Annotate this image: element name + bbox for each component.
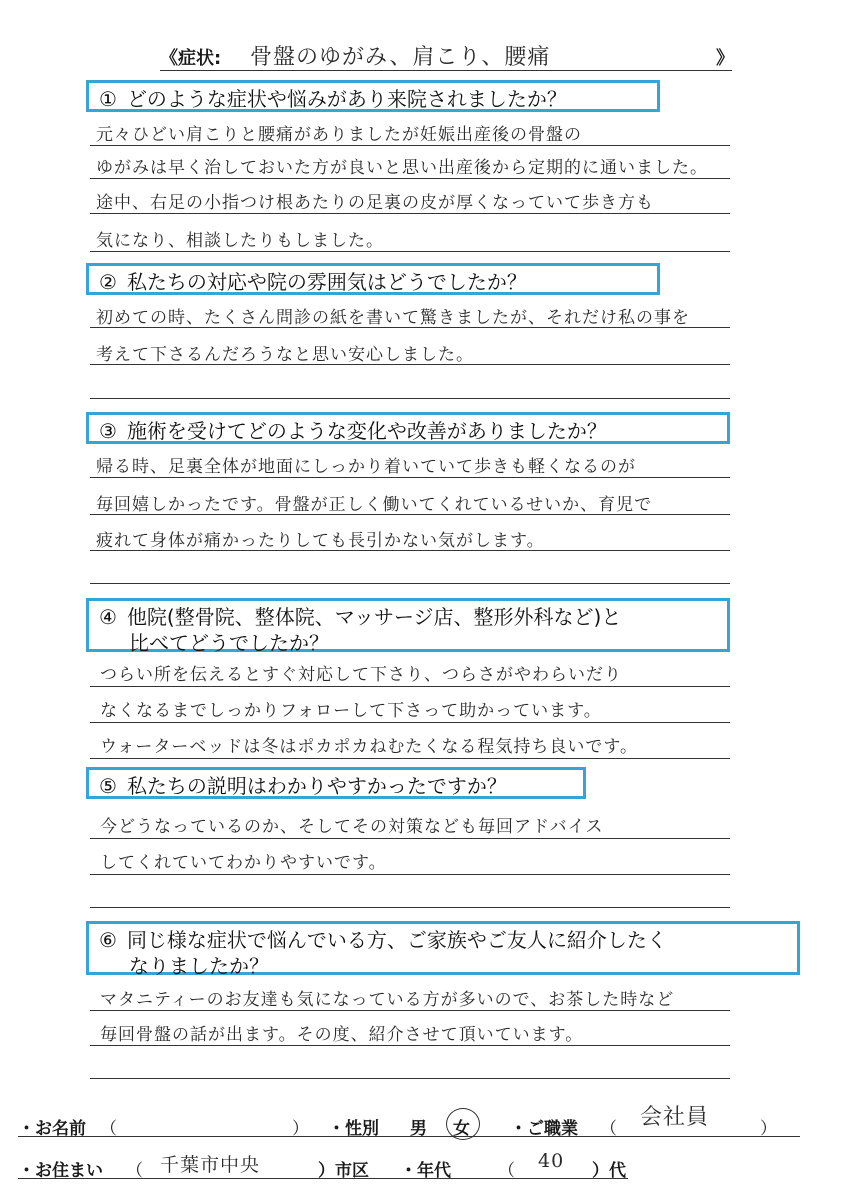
rule [90,213,730,214]
rule [90,398,730,399]
age-value: 40 [538,1150,565,1172]
rule [90,550,730,551]
question-3-text: 施術を受けてどのような変化や改善がありましたか？ [126,419,607,443]
answer-1-line-1: 元々ひどい肩こりと腰痛がありましたが妊娠出産後の骨盤の [96,125,582,145]
question-5-text: 私たちの説明はわかりやすかったですか？ [126,774,507,798]
age-suffix: ）代 [592,1161,626,1181]
name-open-paren: （ [100,1119,117,1139]
answer-1-line-4: 気になり、相談したりもしました。 [96,231,384,251]
question-4-number: ④ [99,605,117,629]
rule [90,1010,730,1011]
question-6-number: ⑥ [99,928,117,952]
occupation-open-paren: （ [600,1119,617,1139]
address-label: ・お住まい [18,1161,103,1181]
age-open-paren: （ [498,1161,515,1181]
rule [90,722,730,723]
occupation-label: ・ご職業 [510,1119,578,1139]
answer-2-line-1: 初めての時、たくさん問診の紙を書いて驚きましたが、それだけ私の事を [96,308,690,328]
question-6-box [86,921,800,978]
answer-6-line-2: 毎回骨盤の話が出ます。その度、紹介させて頂いています。 [100,1025,584,1045]
answer-4-line-2: なくなるまでしっかりフォローして下さって助かっています。 [100,701,602,721]
rule [90,838,730,839]
question-4-box [86,598,730,655]
address-suffix: ）市区 [318,1161,369,1181]
rule [90,178,730,179]
name-label: ・お名前 [18,1119,86,1139]
question-3-number: ③ [99,419,117,443]
rule [90,758,730,759]
rule [90,477,730,478]
answer-5-line-2: してくれていてわかりやすいです。 [100,853,387,873]
rule [90,907,730,908]
rule [90,145,730,146]
gender-female: 女 [453,1119,470,1139]
rule [90,327,730,328]
address-value: 千葉市中央 [160,1154,261,1176]
rule [90,1078,730,1079]
question-4-text: 他院(整骨院、整体院、マッサージ店、整形外科など)と [126,605,622,629]
question-1-box [86,80,660,112]
answer-4-line-1: つらい所を伝えるとすぐ対応して下さり、つらさがやわらいだり [100,665,622,685]
address-open-paren: （ [126,1161,143,1181]
footer-rule-1 [18,1136,800,1137]
rule [90,514,730,515]
age-label: ・年代 [400,1161,451,1181]
question-4-text-2: 比べてどうでしたか？ [129,631,329,655]
answer-3-line-3: 疲れて身体が痛かったりしても長引かない気がします。 [96,531,545,551]
question-5-number: ⑤ [99,774,117,798]
rule [90,583,730,584]
footer-rule-2 [18,1178,628,1179]
symptom-close: 》 [716,48,734,69]
question-2-box [86,263,660,295]
answer-6-line-1: マタニティーのお友達も気になっている方が多いので、お茶した時など [100,990,675,1010]
occupation-value: 会社員 [640,1105,710,1130]
answer-5-line-1: 今どうなっているのか、そしてその対策なども毎回アドバイス [100,817,604,837]
symptom-value: 骨盤のゆがみ、肩こり、腰痛 [250,45,551,70]
answer-2-line-2: 考えて下さるんだろうなと思い安心しました。 [96,345,474,365]
answer-1-line-2: ゆがみは早く治しておいた方が良いと思い出産後から定期的に通いました。 [96,158,708,178]
rule [90,251,730,252]
answer-3-line-2: 毎回嬉しかったです。骨盤が正しく働いてくれているせいか、育児で [96,495,653,515]
question-6-text-2: なりましたか？ [129,954,269,978]
question-2-number: ② [99,270,117,294]
rule [90,874,730,875]
gender-label: ・性別 [328,1119,379,1139]
answer-4-line-3: ウォーターベッドは冬はポカポカねむたくなる程気持ち良いです。 [100,737,638,757]
question-6-text: 同じ様な症状で悩んでいる方、ご家族やご友人に紹介したく [126,928,667,952]
question-1-number: ① [99,87,117,111]
answer-1-line-3: 途中、右足の小指つけ根あたりの足裏の皮が厚くなっていて歩き方も [96,193,654,213]
name-close-paren: ） [292,1119,309,1139]
symptom-label: 《症状: [160,48,222,69]
question-1-text: どのような症状や悩みがあり来院されましたか？ [126,87,567,111]
rule [90,1045,730,1046]
rule [90,364,730,365]
rule [90,686,730,687]
occupation-close-paren: ） [760,1119,777,1139]
question-5-box [86,767,586,799]
gender-male: 男 [410,1119,427,1139]
header-underline [160,70,732,71]
question-2-text: 私たちの対応や院の雰囲気はどうでしたか？ [126,270,527,294]
question-3-box [86,412,730,444]
answer-3-line-1: 帰る時、足裏全体が地面にしっかり着いていて歩きも軽くなるのが [96,457,636,477]
